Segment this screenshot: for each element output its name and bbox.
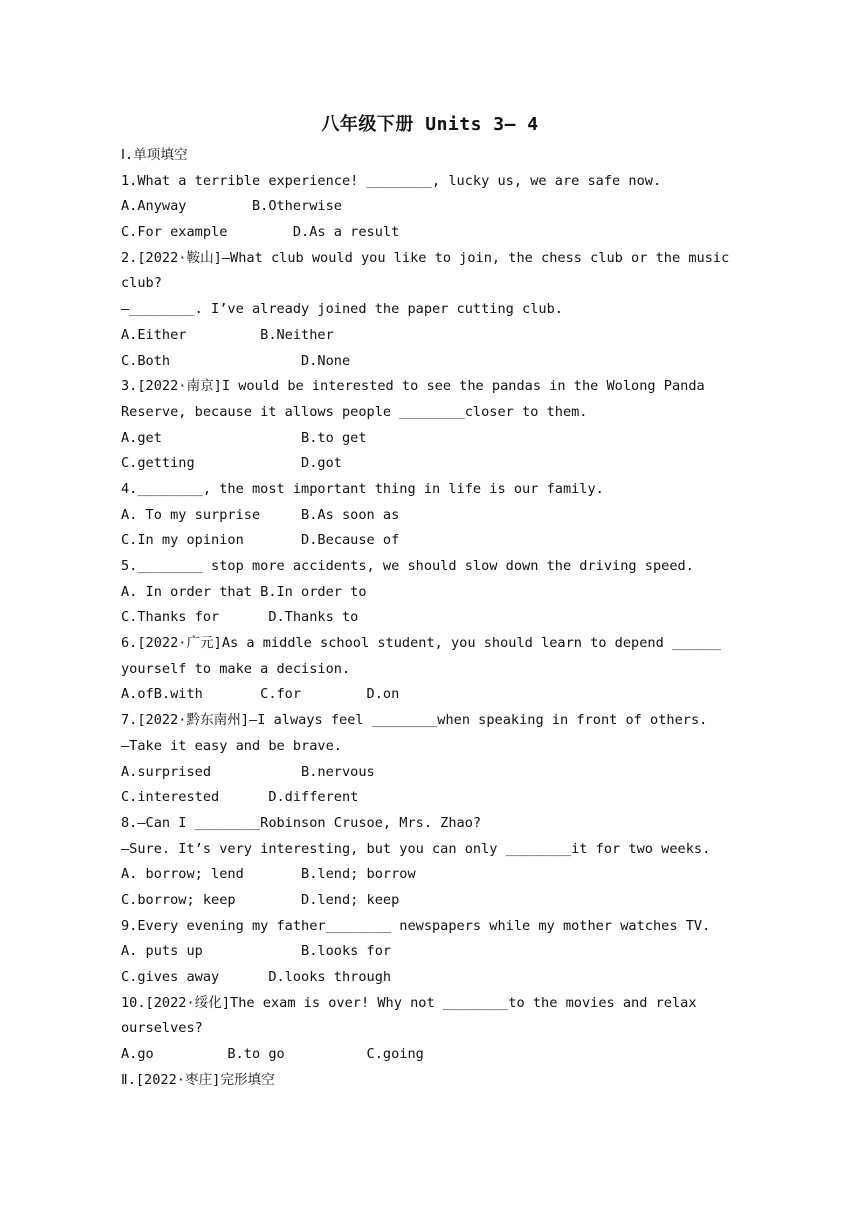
- text-line: 5.________ stop more accidents, we should slow down the driving speed.: [121, 558, 694, 574]
- text-line: A.go B.to go C.going: [121, 1046, 424, 1063]
- page-title: 八年级下册 Units 3— 4: [321, 114, 539, 135]
- text-line: C.gives away D.looks through: [121, 969, 392, 985]
- text-line: club?: [121, 275, 162, 292]
- text-line: 8.—Can I ________Robinson Crusoe, Mrs. Zhao?: [121, 814, 482, 831]
- text-line: A.Either B.Neither: [121, 326, 334, 343]
- text-line: C.borrow; keep D.lend; keep: [121, 891, 400, 908]
- text-line: 2.[2022·鞍山]—What club would you like to join, the chess club or the music: [121, 249, 730, 266]
- text-line: Reserve, because it allows people ________closer to them.: [121, 403, 588, 420]
- text-line: —Sure. It’s very interesting, but you can only ________it for two weeks.: [121, 840, 711, 857]
- text-line: A.Anyway B.Otherwise: [121, 198, 342, 215]
- text-line: 3.[2022·南京]I would be interested to see the pandas in the Wolong Panda: [121, 378, 705, 395]
- text-line: 10.[2022·绥化]The exam is over! Why not ________to the movies and relax: [121, 994, 697, 1011]
- section-heading-multiple-choice: Ⅰ.单项填空: [121, 147, 188, 163]
- text-line: A.ofB.with C.for D.on: [121, 686, 400, 703]
- text-line: A.surprised B.nervous: [121, 763, 375, 780]
- text-line: C.getting D.got: [121, 455, 342, 472]
- text-line: A. puts up B.looks for: [121, 943, 392, 960]
- question-list: [121, 169, 746, 1068]
- section-heading-cloze: Ⅱ.[2022·枣庄]完形填空: [121, 1071, 275, 1088]
- exercise-content: [121, 143, 746, 1093]
- text-line: 9.Every evening my father________ newspapers while my mother watches TV.: [121, 917, 711, 934]
- text-line: yourself to make a decision.: [121, 660, 351, 677]
- text-line: A.get B.to get: [121, 429, 367, 446]
- text-line: ourselves?: [121, 1020, 203, 1037]
- text-line: C.interested D.different: [121, 789, 359, 806]
- text-line: C.In my opinion D.Because of: [121, 532, 400, 549]
- text-line: A. In order that B.In order to: [121, 583, 367, 600]
- text-line: C.Thanks for D.Thanks to: [121, 609, 359, 626]
- text-line: C.For example D.As a result: [121, 224, 400, 241]
- text-line: A. borrow; lend B.lend; borrow: [121, 866, 416, 883]
- text-line: 4.________, the most important thing in life is our family.: [121, 480, 604, 497]
- text-line: 1.What a terrible experience! ________, lucky us, we are safe now.: [121, 172, 662, 189]
- text-line: C.Both D.None: [121, 352, 351, 369]
- text-line: 6.[2022·广元]As a middle school student, you should learn to depend ______: [121, 635, 722, 652]
- text-line: —Take it easy and be brave.: [121, 737, 342, 754]
- text-line: A. To my surprise B.As soon as: [121, 506, 400, 523]
- text-line: —________. I’ve already joined the paper cutting club.: [121, 301, 563, 318]
- text-line: 7.[2022·黔东南州]—I always feel ________when speaking in front of others.: [121, 712, 708, 729]
